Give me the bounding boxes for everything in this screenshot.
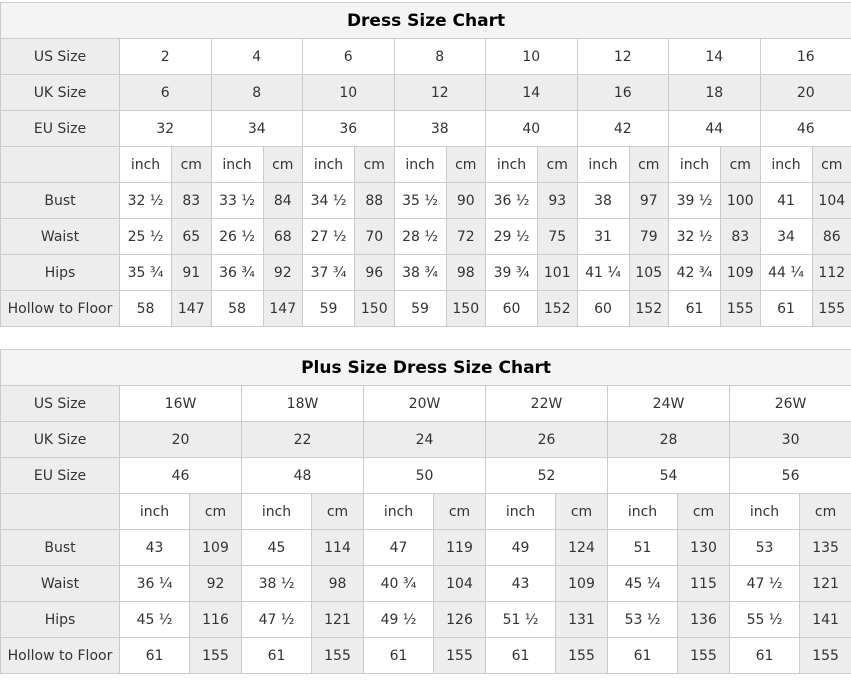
unit-inch-header: inch (760, 147, 812, 183)
plus-size-dress-size-chart-table (0, 349, 851, 674)
waist-cm-value: 92 (190, 566, 242, 602)
hollow-to-floor-inch-value: 59 (303, 291, 355, 327)
unit-row-spacer (1, 147, 120, 183)
table-row (1, 3, 851, 39)
hollow-to-floor-inch-value: 61 (608, 638, 678, 674)
uk-size-value: 22 (242, 422, 364, 458)
table-row (1, 566, 851, 602)
bust-inch-value: 38 (577, 183, 629, 219)
eu-size-row-label: EU Size (1, 111, 120, 147)
bust-cm-value: 93 (538, 183, 578, 219)
hollow-to-floor-inch-value: 61 (760, 291, 812, 327)
hips-inch-value: 41 ¼ (577, 255, 629, 291)
uk-size-value: 6 (120, 75, 212, 111)
bust-inch-value: 36 ½ (486, 183, 538, 219)
hips-cm-value: 92 (263, 255, 303, 291)
table-row (1, 350, 851, 386)
waist-inch-value: 34 (760, 219, 812, 255)
hollow-to-floor-row-label: Hollow to Floor (1, 638, 120, 674)
us-size-row-label: US Size (1, 39, 120, 75)
hips-inch-value: 44 ¼ (760, 255, 812, 291)
uk-size-value: 8 (211, 75, 303, 111)
uk-size-value: 20 (760, 75, 851, 111)
bust-inch-value: 32 ½ (120, 183, 172, 219)
hips-cm-value: 136 (678, 602, 730, 638)
hips-inch-value: 53 ½ (608, 602, 678, 638)
unit-inch-header: inch (394, 147, 446, 183)
waist-inch-value: 31 (577, 219, 629, 255)
waist-cm-value: 98 (312, 566, 364, 602)
hollow-to-floor-cm-value: 155 (312, 638, 364, 674)
table-row (1, 386, 851, 422)
uk-size-value: 14 (486, 75, 578, 111)
hips-inch-value: 38 ¾ (394, 255, 446, 291)
unit-cm-header: cm (678, 494, 730, 530)
hips-inch-value: 51 ½ (486, 602, 556, 638)
us-size-value: 16W (120, 386, 242, 422)
us-size-value: 26W (730, 386, 851, 422)
hollow-to-floor-cm-value: 152 (629, 291, 669, 327)
unit-cm-header: cm (434, 494, 486, 530)
hollow-to-floor-cm-value: 150 (355, 291, 395, 327)
waist-inch-value: 28 ½ (394, 219, 446, 255)
unit-cm-header: cm (812, 147, 851, 183)
hips-cm-value: 116 (190, 602, 242, 638)
eu-size-value: 32 (120, 111, 212, 147)
table-row (1, 458, 851, 494)
unit-inch-header: inch (608, 494, 678, 530)
hollow-to-floor-cm-value: 155 (812, 291, 851, 327)
hips-cm-value: 121 (312, 602, 364, 638)
bust-cm-value: 119 (434, 530, 486, 566)
waist-row-label: Waist (1, 566, 120, 602)
waist-cm-value: 109 (556, 566, 608, 602)
waist-row-label: Waist (1, 219, 120, 255)
hollow-to-floor-cm-value: 155 (800, 638, 851, 674)
eu-size-value: 44 (669, 111, 761, 147)
unit-inch-header: inch (577, 147, 629, 183)
bust-inch-value: 34 ½ (303, 183, 355, 219)
hollow-to-floor-cm-value: 150 (446, 291, 486, 327)
table-row (1, 219, 851, 255)
us-size-value: 10 (486, 39, 578, 75)
bust-inch-value: 47 (364, 530, 434, 566)
waist-inch-value: 25 ½ (120, 219, 172, 255)
table-row (1, 422, 851, 458)
unit-cm-header: cm (446, 147, 486, 183)
uk-size-value: 18 (669, 75, 761, 111)
bust-inch-value: 49 (486, 530, 556, 566)
us-size-value: 16 (760, 39, 851, 75)
waist-inch-value: 38 ½ (242, 566, 312, 602)
eu-size-row-label: EU Size (1, 458, 120, 494)
bust-inch-value: 35 ½ (394, 183, 446, 219)
uk-size-value: 20 (120, 422, 242, 458)
unit-inch-header: inch (120, 147, 172, 183)
bust-cm-value: 90 (446, 183, 486, 219)
eu-size-value: 46 (120, 458, 242, 494)
waist-cm-value: 79 (629, 219, 669, 255)
us-size-value: 6 (303, 39, 395, 75)
hollow-to-floor-cm-value: 147 (263, 291, 303, 327)
table-row (1, 75, 851, 111)
bust-cm-value: 83 (172, 183, 212, 219)
bust-inch-value: 39 ½ (669, 183, 721, 219)
hollow-to-floor-inch-value: 59 (394, 291, 446, 327)
hips-inch-value: 55 ½ (730, 602, 800, 638)
table-row (1, 39, 851, 75)
eu-size-value: 54 (608, 458, 730, 494)
hollow-to-floor-inch-value: 61 (669, 291, 721, 327)
eu-size-value: 34 (211, 111, 303, 147)
bust-cm-value: 88 (355, 183, 395, 219)
waist-inch-value: 26 ½ (211, 219, 263, 255)
waist-cm-value: 121 (800, 566, 851, 602)
hips-cm-value: 98 (446, 255, 486, 291)
us-size-value: 14 (669, 39, 761, 75)
hips-cm-value: 91 (172, 255, 212, 291)
hips-inch-value: 37 ¾ (303, 255, 355, 291)
waist-inch-value: 27 ½ (303, 219, 355, 255)
waist-cm-value: 104 (434, 566, 486, 602)
hollow-to-floor-cm-value: 152 (538, 291, 578, 327)
us-size-value: 18W (242, 386, 364, 422)
table-row (1, 494, 851, 530)
hollow-to-floor-cm-value: 155 (434, 638, 486, 674)
waist-cm-value: 72 (446, 219, 486, 255)
hips-inch-value: 47 ½ (242, 602, 312, 638)
hollow-to-floor-inch-value: 58 (120, 291, 172, 327)
hollow-to-floor-cm-value: 155 (190, 638, 242, 674)
unit-cm-header: cm (721, 147, 761, 183)
unit-inch-header: inch (120, 494, 190, 530)
waist-cm-value: 65 (172, 219, 212, 255)
eu-size-value: 38 (394, 111, 486, 147)
eu-size-value: 36 (303, 111, 395, 147)
bust-cm-value: 84 (263, 183, 303, 219)
hollow-to-floor-inch-value: 61 (120, 638, 190, 674)
table-row (1, 291, 851, 327)
us-size-value: 20W (364, 386, 486, 422)
eu-size-value: 50 (364, 458, 486, 494)
hollow-to-floor-inch-value: 60 (577, 291, 629, 327)
us-size-value: 12 (577, 39, 669, 75)
bust-inch-value: 43 (120, 530, 190, 566)
unit-cm-header: cm (312, 494, 364, 530)
uk-size-value: 16 (577, 75, 669, 111)
unit-cm-header: cm (556, 494, 608, 530)
table-row (1, 638, 851, 674)
hips-cm-value: 126 (434, 602, 486, 638)
table-row (1, 530, 851, 566)
hollow-to-floor-inch-value: 61 (364, 638, 434, 674)
hollow-to-floor-inch-value: 61 (242, 638, 312, 674)
uk-size-value: 30 (730, 422, 851, 458)
waist-inch-value: 29 ½ (486, 219, 538, 255)
bust-row-label: Bust (1, 183, 120, 219)
us-size-value: 4 (211, 39, 303, 75)
waist-inch-value: 47 ½ (730, 566, 800, 602)
us-size-row-label: US Size (1, 386, 120, 422)
unit-inch-header: inch (211, 147, 263, 183)
hips-inch-value: 39 ¾ (486, 255, 538, 291)
unit-inch-header: inch (364, 494, 434, 530)
waist-inch-value: 40 ¾ (364, 566, 434, 602)
table-title: Dress Size Chart (1, 3, 851, 39)
unit-cm-header: cm (263, 147, 303, 183)
unit-inch-header: inch (303, 147, 355, 183)
hips-inch-value: 36 ¾ (211, 255, 263, 291)
unit-cm-header: cm (190, 494, 242, 530)
waist-inch-value: 36 ¼ (120, 566, 190, 602)
hips-row-label: Hips (1, 255, 120, 291)
hollow-to-floor-cm-value: 155 (678, 638, 730, 674)
bust-inch-value: 41 (760, 183, 812, 219)
eu-size-value: 40 (486, 111, 578, 147)
hollow-to-floor-row-label: Hollow to Floor (1, 291, 120, 327)
bust-cm-value: 109 (190, 530, 242, 566)
waist-inch-value: 45 ¼ (608, 566, 678, 602)
unit-cm-header: cm (172, 147, 212, 183)
bust-inch-value: 33 ½ (211, 183, 263, 219)
uk-size-value: 10 (303, 75, 395, 111)
us-size-value: 8 (394, 39, 486, 75)
hips-cm-value: 131 (556, 602, 608, 638)
eu-size-value: 48 (242, 458, 364, 494)
unit-inch-header: inch (730, 494, 800, 530)
table-title: Plus Size Dress Size Chart (1, 350, 851, 386)
hollow-to-floor-cm-value: 155 (556, 638, 608, 674)
us-size-value: 2 (120, 39, 212, 75)
table-row (1, 183, 851, 219)
hips-cm-value: 96 (355, 255, 395, 291)
bust-cm-value: 124 (556, 530, 608, 566)
hollow-to-floor-cm-value: 155 (721, 291, 761, 327)
hips-row-label: Hips (1, 602, 120, 638)
unit-inch-header: inch (242, 494, 312, 530)
table-row (1, 255, 851, 291)
unit-cm-header: cm (355, 147, 395, 183)
hollow-to-floor-inch-value: 61 (730, 638, 800, 674)
hips-cm-value: 101 (538, 255, 578, 291)
waist-cm-value: 75 (538, 219, 578, 255)
uk-size-row-label: UK Size (1, 422, 120, 458)
eu-size-value: 46 (760, 111, 851, 147)
unit-cm-header: cm (538, 147, 578, 183)
table-row (1, 147, 851, 183)
uk-size-value: 12 (394, 75, 486, 111)
unit-inch-header: inch (486, 147, 538, 183)
waist-cm-value: 83 (721, 219, 761, 255)
uk-size-value: 28 (608, 422, 730, 458)
hollow-to-floor-inch-value: 60 (486, 291, 538, 327)
bust-cm-value: 97 (629, 183, 669, 219)
hips-cm-value: 109 (721, 255, 761, 291)
hips-inch-value: 49 ½ (364, 602, 434, 638)
eu-size-value: 52 (486, 458, 608, 494)
waist-cm-value: 86 (812, 219, 851, 255)
us-size-value: 24W (608, 386, 730, 422)
dress-size-chart-table (0, 2, 851, 327)
waist-cm-value: 115 (678, 566, 730, 602)
unit-cm-header: cm (629, 147, 669, 183)
hips-inch-value: 42 ¾ (669, 255, 721, 291)
bust-cm-value: 130 (678, 530, 730, 566)
waist-inch-value: 32 ½ (669, 219, 721, 255)
waist-cm-value: 70 (355, 219, 395, 255)
hips-cm-value: 112 (812, 255, 851, 291)
eu-size-value: 42 (577, 111, 669, 147)
uk-size-value: 26 (486, 422, 608, 458)
hollow-to-floor-inch-value: 61 (486, 638, 556, 674)
bust-inch-value: 51 (608, 530, 678, 566)
table-row (1, 111, 851, 147)
waist-cm-value: 68 (263, 219, 303, 255)
hollow-to-floor-cm-value: 147 (172, 291, 212, 327)
hollow-to-floor-inch-value: 58 (211, 291, 263, 327)
bust-cm-value: 104 (812, 183, 851, 219)
hips-inch-value: 45 ½ (120, 602, 190, 638)
hips-inch-value: 35 ¾ (120, 255, 172, 291)
unit-row-spacer (1, 494, 120, 530)
us-size-value: 22W (486, 386, 608, 422)
bust-cm-value: 135 (800, 530, 851, 566)
uk-size-row-label: UK Size (1, 75, 120, 111)
bust-row-label: Bust (1, 530, 120, 566)
bust-inch-value: 45 (242, 530, 312, 566)
uk-size-value: 24 (364, 422, 486, 458)
table-row (1, 602, 851, 638)
hips-cm-value: 141 (800, 602, 851, 638)
unit-cm-header: cm (800, 494, 851, 530)
hips-cm-value: 105 (629, 255, 669, 291)
bust-cm-value: 114 (312, 530, 364, 566)
bust-inch-value: 53 (730, 530, 800, 566)
waist-inch-value: 43 (486, 566, 556, 602)
unit-inch-header: inch (486, 494, 556, 530)
bust-cm-value: 100 (721, 183, 761, 219)
unit-inch-header: inch (669, 147, 721, 183)
eu-size-value: 56 (730, 458, 851, 494)
